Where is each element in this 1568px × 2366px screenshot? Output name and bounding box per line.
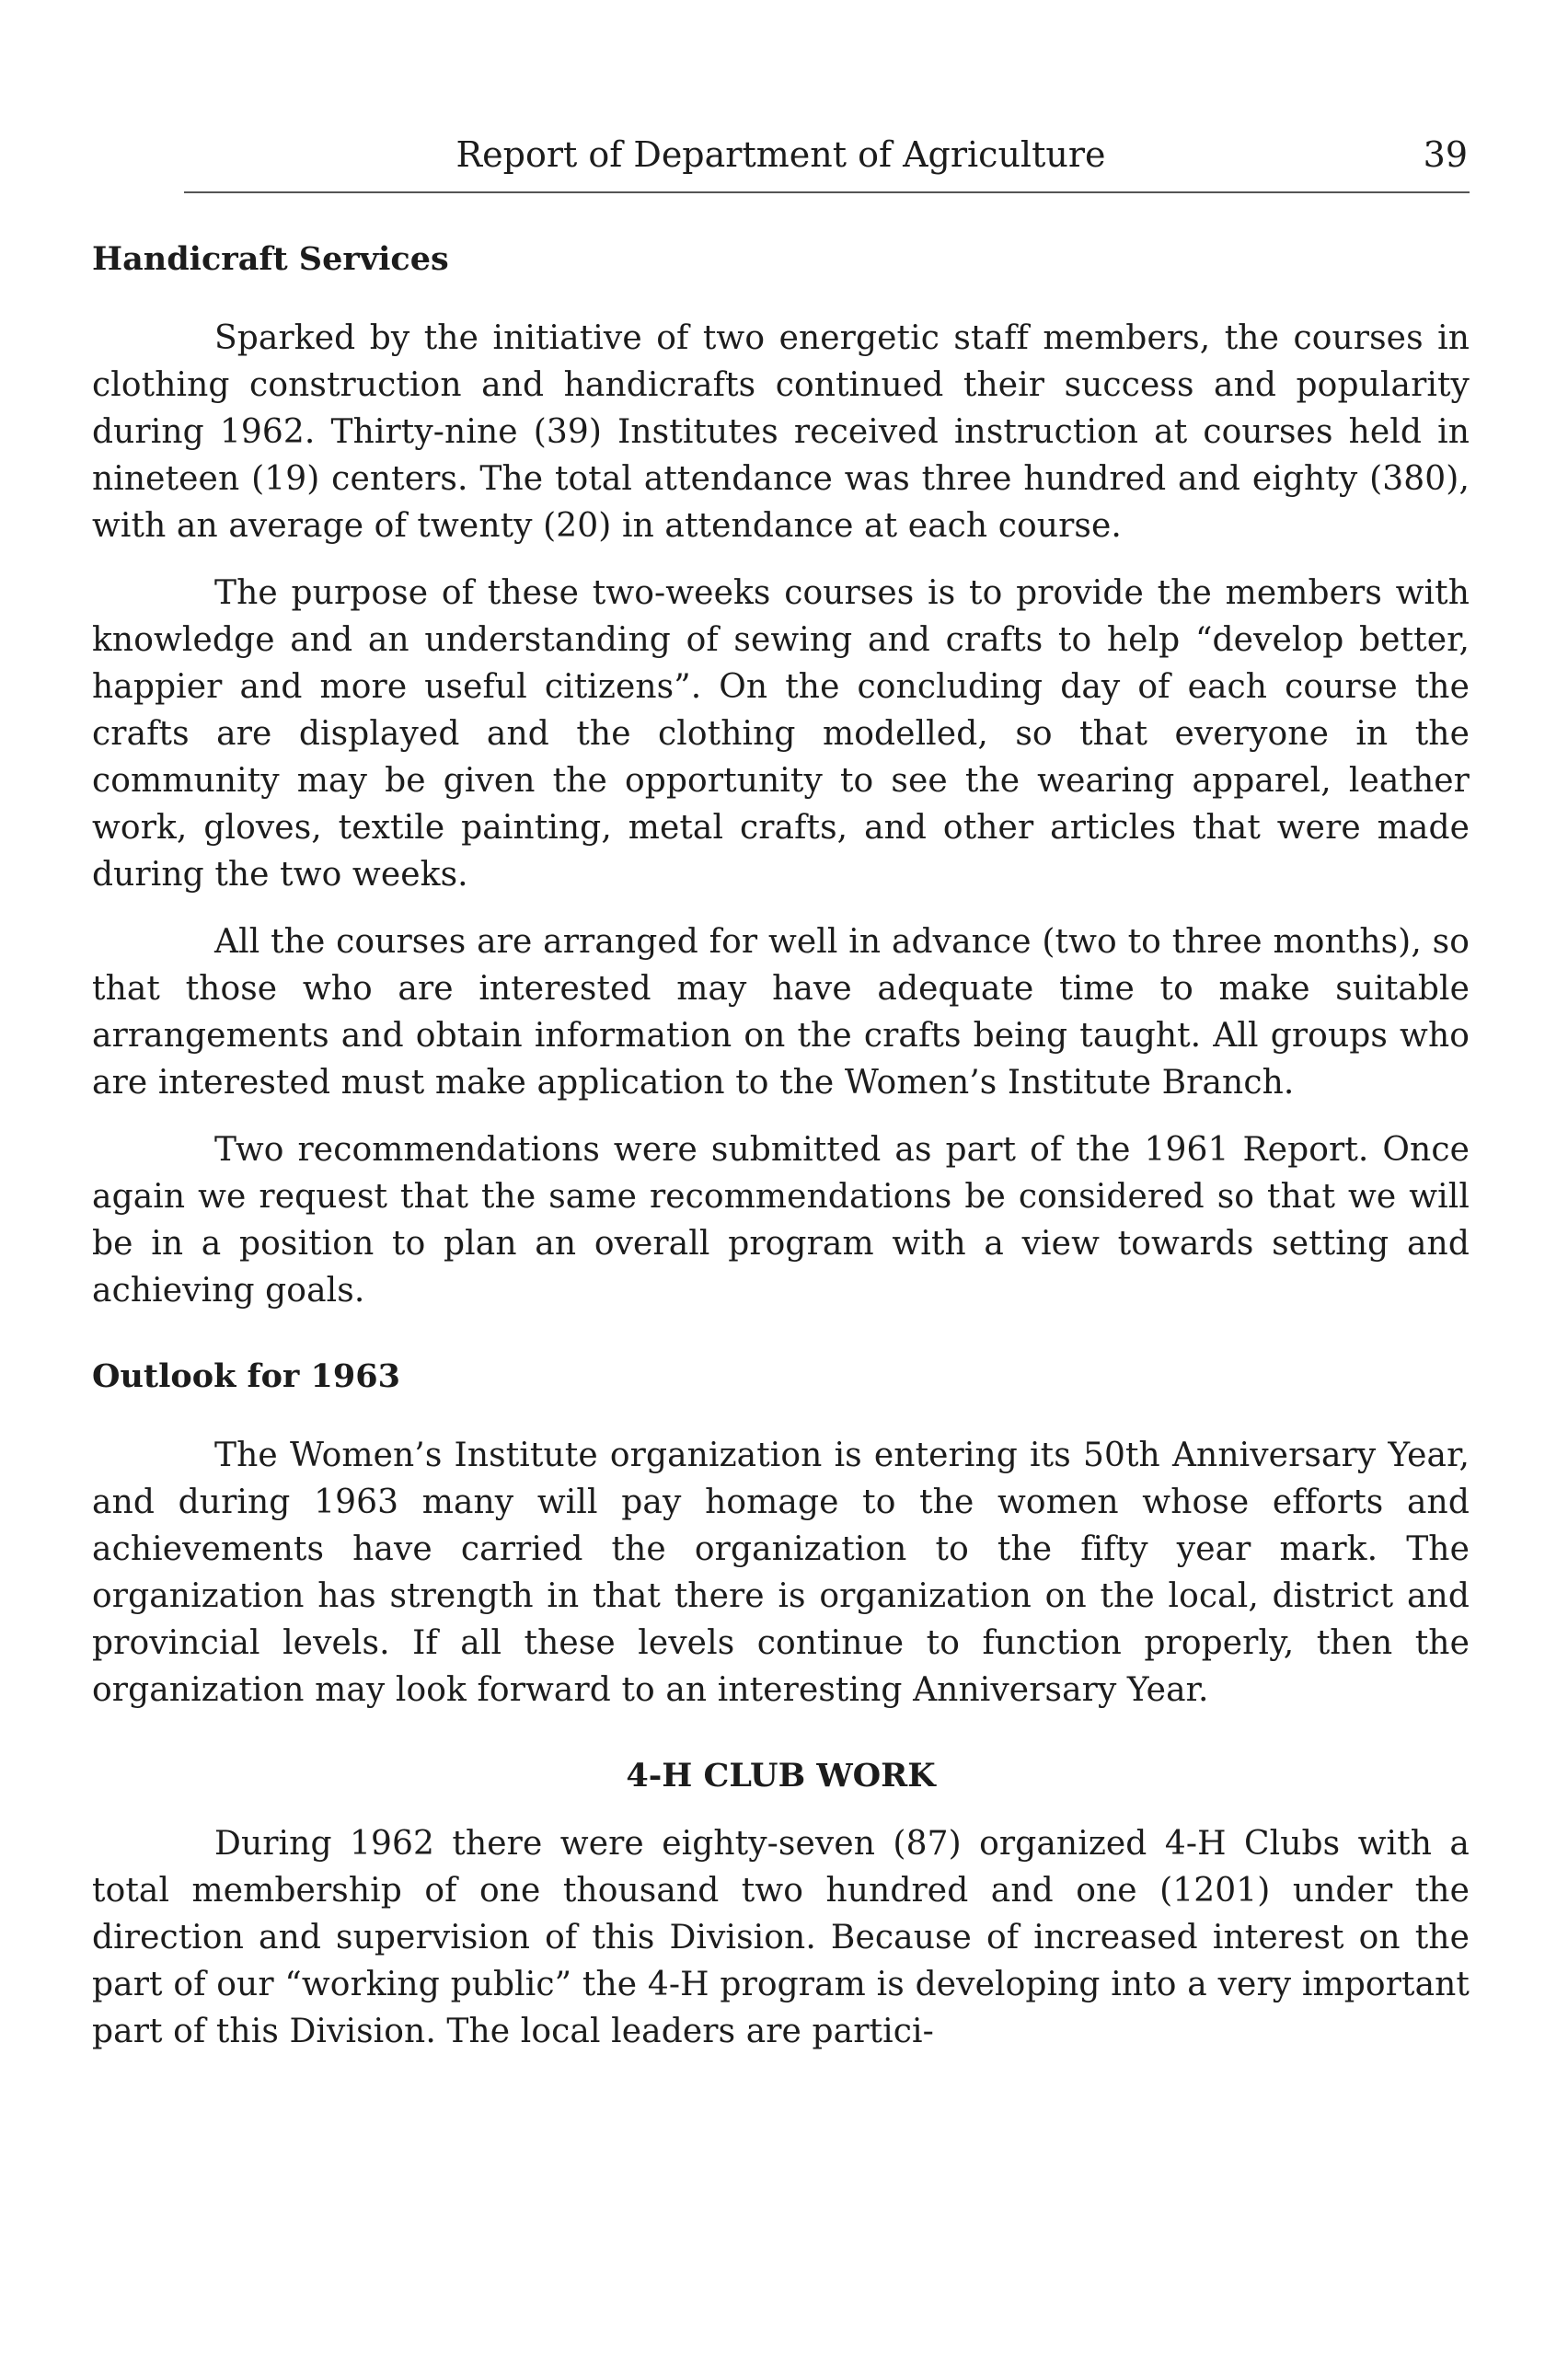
header-rule <box>184 191 1470 193</box>
paragraph: Two recommendations were submitted as part of the 1961 Report. Once again we request that the same recommendations be considered so that we will be in a position to plan an overall program with a view towards setting and achieving goals. <box>92 1131 1470 1310</box>
section-heading-outlook: Outlook for 1963 <box>92 1357 400 1395</box>
paragraph: The purpose of these two-weeks courses is to provide the members with knowledge and an understanding of sewing and crafts to help “develop better, happier and more useful citizens”. On the concluding day of each course the crafts are displayed and the clothing modelled, so that everyone in the community may be given the opportunity to see the wearing apparel, leather work, gloves, textile painting, metal crafts, and other articles that were made during the two weeks. <box>92 574 1470 894</box>
paragraph: Sparked by the initiative of two energetic staff members, the courses in clothing construction and handicrafts continued their success and popularity during 1962. Thirty-nine (39) Institutes received instruction at courses held in nineteen (19) centers. The total attendance was three hundred and eighty (380), with an average of twenty (20) in attendance at each course. <box>92 319 1470 545</box>
section-heading-handicraft-services: Handicraft Services <box>92 240 449 278</box>
section-heading-4h-club-work: 4-H CLUB WORK <box>626 1757 936 1795</box>
paragraph: During 1962 there were eighty-seven (87) organized 4-H Clubs with a total membership of one thousand two hundred and one (1201) under the direction and supervision of this Division. Because of increased interest on the part of our “working public” the 4-H program is developing into a very important part of this Division. The local leaders are partici- <box>92 1825 1470 2050</box>
running-header <box>92 127 1470 182</box>
paragraph: The Women’s Institute organization is entering its 50th Anniversary Year, and during 1963 many will pay homage to the women whose efforts and achievements have carried the organization to the fifty year mark. The organization has strength in that there is organization on the local, district and provincial levels. If all these levels continue to function properly, then the organization may look forward to an interesting Anniversary Year. <box>92 1437 1470 1709</box>
running-title: Report of Department of Agriculture <box>455 134 1106 175</box>
body-text <box>92 236 1470 2075</box>
paragraph: All the courses are arranged for well in advance (two to three months), so that those who are interested may have adequate time to make suitable arrangements and obtain information on the crafts being taught. All groups who are interested must make application to the Women’s Institute Branch. <box>92 923 1470 1102</box>
page-number: 39 <box>1423 134 1468 175</box>
